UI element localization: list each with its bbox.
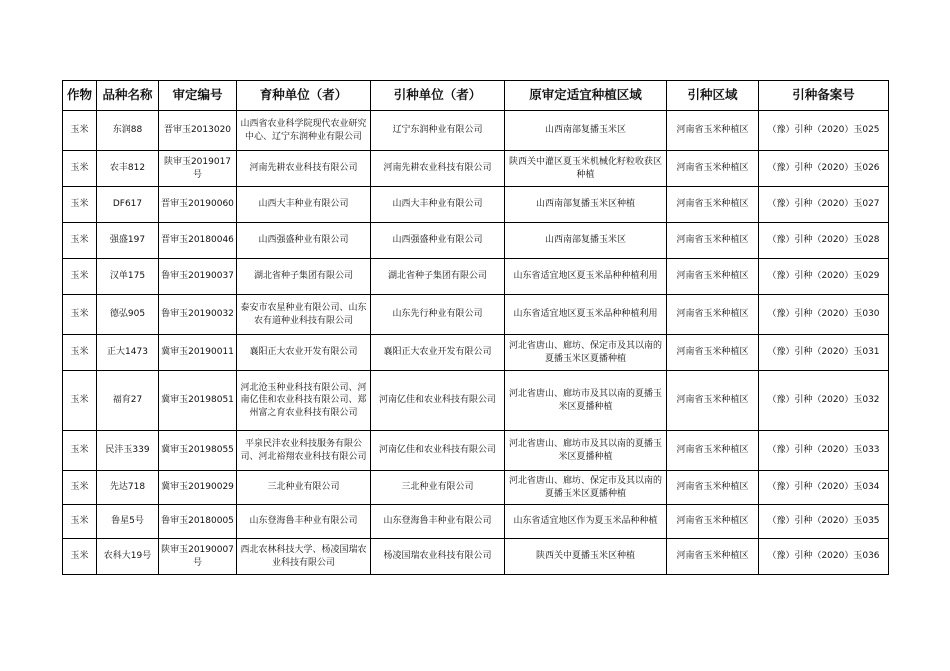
cell-introduction-region: 河南省玉米种植区: [667, 151, 759, 187]
cell-breeding-unit: 湖北省种子集团有限公司: [237, 259, 371, 295]
cell-breeding-unit: 山西强盛种业有限公司: [237, 223, 371, 259]
header-introduction-region: 引种区域: [667, 81, 759, 111]
cell-original-region: 山西南部复播玉米区种植: [505, 187, 667, 223]
document-page: [62, 80, 888, 575]
cell-filing-number: （豫）引种（2020）玉028: [759, 223, 889, 259]
cell-introducing-unit: 襄阳正大农业开发有限公司: [371, 335, 505, 371]
cell-crop: 玉米: [63, 295, 97, 335]
header-filing-number: 引种备案号: [759, 81, 889, 111]
cell-approval-number: 晋审玉2013020: [159, 111, 237, 151]
cell-breeding-unit: 山西省农业科学院现代农业研究中心、辽宁东润种业有限公司: [237, 111, 371, 151]
cell-approval-number: 冀审玉20198051: [159, 371, 237, 431]
cell-breeding-unit: 三北种业有限公司: [237, 471, 371, 505]
cell-introducing-unit: 杨凌国瑞农业科技有限公司: [371, 539, 505, 575]
cell-introducing-unit: 湖北省种子集团有限公司: [371, 259, 505, 295]
cell-introduction-region: 河南省玉米种植区: [667, 335, 759, 371]
cell-breeding-unit: 河北沧玉种业科技有限公司、河南亿佳和农业科技有限公司、郑州富之育农业科技有限公司: [237, 371, 371, 431]
cell-introduction-region: 河南省玉米种植区: [667, 259, 759, 295]
cell-filing-number: （豫）引种（2020）玉033: [759, 431, 889, 471]
cell-original-region: 河北省唐山、廊坊市及其以南的夏播玉米区夏播种植: [505, 371, 667, 431]
cell-filing-number: （豫）引种（2020）玉035: [759, 505, 889, 539]
table-header-row: [63, 81, 889, 111]
cell-crop: 玉米: [63, 335, 97, 371]
table-row: [63, 471, 889, 505]
cell-variety-name: 先达718: [97, 471, 159, 505]
cell-filing-number: （豫）引种（2020）玉026: [759, 151, 889, 187]
table-row: [63, 151, 889, 187]
cell-approval-number: 鲁审玉20180005: [159, 505, 237, 539]
cell-filing-number: （豫）引种（2020）玉025: [759, 111, 889, 151]
cell-variety-name: 正大1473: [97, 335, 159, 371]
cell-approval-number: 冀审玉20190029: [159, 471, 237, 505]
cell-introducing-unit: 山西强盛种业有限公司: [371, 223, 505, 259]
cell-breeding-unit: 平泉民沣农业科技服务有限公司、河北裕翔农业科技有限公司: [237, 431, 371, 471]
cell-original-region: 河北省唐山、廊坊、保定市及其以南的夏播玉米区夏播种植: [505, 335, 667, 371]
cell-variety-name: 东润88: [97, 111, 159, 151]
cell-variety-name: 德弘905: [97, 295, 159, 335]
cell-variety-name: 强盛197: [97, 223, 159, 259]
cell-introducing-unit: 河南亿佳和农业科技有限公司: [371, 371, 505, 431]
table-row: [63, 539, 889, 575]
cell-original-region: 山东省适宜地区夏玉米品种种植利用: [505, 259, 667, 295]
header-introducing-unit: 引种单位（者）: [371, 81, 505, 111]
cell-variety-name: 农科大19号: [97, 539, 159, 575]
cell-variety-name: 福育27: [97, 371, 159, 431]
cell-crop: 玉米: [63, 431, 97, 471]
cell-crop: 玉米: [63, 371, 97, 431]
header-breeding-unit: 育种单位（者）: [237, 81, 371, 111]
table-row: [63, 431, 889, 471]
cell-introducing-unit: 三北种业有限公司: [371, 471, 505, 505]
cell-introduction-region: 河南省玉米种植区: [667, 505, 759, 539]
cell-filing-number: （豫）引种（2020）玉032: [759, 371, 889, 431]
cell-filing-number: （豫）引种（2020）玉027: [759, 187, 889, 223]
cell-original-region: 山东省适宜地区夏玉米品种种植利用: [505, 295, 667, 335]
table-row: [63, 505, 889, 539]
cell-original-region: 河北省唐山、廊坊、保定市及其以南的夏播玉米区夏播种植: [505, 471, 667, 505]
cell-approval-number: 陕审玉20190007号: [159, 539, 237, 575]
cell-introduction-region: 河南省玉米种植区: [667, 295, 759, 335]
cell-breeding-unit: 西北农林科技大学、杨凌国瑞农业科技有限公司: [237, 539, 371, 575]
header-approval-number: 审定编号: [159, 81, 237, 111]
cell-breeding-unit: 山西大丰种业有限公司: [237, 187, 371, 223]
header-crop: 作物: [63, 81, 97, 111]
cell-introduction-region: 河南省玉米种植区: [667, 371, 759, 431]
table-row: [63, 111, 889, 151]
cell-introduction-region: 河南省玉米种植区: [667, 471, 759, 505]
cell-breeding-unit: 河南先耕农业科技有限公司: [237, 151, 371, 187]
cell-introduction-region: 河南省玉米种植区: [667, 111, 759, 151]
cell-crop: 玉米: [63, 259, 97, 295]
cell-crop: 玉米: [63, 505, 97, 539]
cell-introduction-region: 河南省玉米种植区: [667, 223, 759, 259]
header-original-region: 原审定适宜种植区域: [505, 81, 667, 111]
cell-filing-number: （豫）引种（2020）玉031: [759, 335, 889, 371]
table-row: [63, 223, 889, 259]
table-row: [63, 335, 889, 371]
cell-approval-number: 冀审玉20198055: [159, 431, 237, 471]
cell-original-region: 山东省适宜地区作为夏玉米品种种植: [505, 505, 667, 539]
cell-filing-number: （豫）引种（2020）玉030: [759, 295, 889, 335]
cell-original-region: 河北省唐山、廊坊市及其以南的夏播玉米区夏播种植: [505, 431, 667, 471]
cell-original-region: 陕西关中灌区夏玉米机械化籽粒收获区种植: [505, 151, 667, 187]
cell-filing-number: （豫）引种（2020）玉029: [759, 259, 889, 295]
table-row: [63, 371, 889, 431]
cell-approval-number: 晋审玉20190060: [159, 187, 237, 223]
table-row: [63, 295, 889, 335]
cell-variety-name: 民沣玉339: [97, 431, 159, 471]
cell-breeding-unit: 山东登海鲁丰种业有限公司: [237, 505, 371, 539]
cell-variety-name: DF617: [97, 187, 159, 223]
cell-crop: 玉米: [63, 223, 97, 259]
cell-crop: 玉米: [63, 471, 97, 505]
header-variety-name: 品种名称: [97, 81, 159, 111]
cell-filing-number: （豫）引种（2020）玉034: [759, 471, 889, 505]
table-row: [63, 187, 889, 223]
cell-introducing-unit: 辽宁东润种业有限公司: [371, 111, 505, 151]
cell-crop: 玉米: [63, 187, 97, 223]
cell-approval-number: 陕审玉2019017号: [159, 151, 237, 187]
cell-breeding-unit: 襄阳正大农业开发有限公司: [237, 335, 371, 371]
cell-crop: 玉米: [63, 539, 97, 575]
cell-introduction-region: 河南省玉米种植区: [667, 539, 759, 575]
variety-filing-table: [62, 80, 889, 575]
cell-original-region: 山西南部复播玉米区: [505, 111, 667, 151]
cell-original-region: 陕西关中夏播玉米区种植: [505, 539, 667, 575]
cell-introducing-unit: 河南先耕农业科技有限公司: [371, 151, 505, 187]
cell-filing-number: （豫）引种（2020）玉036: [759, 539, 889, 575]
cell-crop: 玉米: [63, 111, 97, 151]
cell-approval-number: 晋审玉20180046: [159, 223, 237, 259]
table-row: [63, 259, 889, 295]
cell-approval-number: 鲁审玉20190037: [159, 259, 237, 295]
cell-variety-name: 鲁星5号: [97, 505, 159, 539]
cell-introduction-region: 河南省玉米种植区: [667, 187, 759, 223]
cell-variety-name: 农丰812: [97, 151, 159, 187]
cell-approval-number: 鲁审玉20190032: [159, 295, 237, 335]
cell-introducing-unit: 河南亿佳和农业科技有限公司: [371, 431, 505, 471]
cell-introducing-unit: 山东先行种业有限公司: [371, 295, 505, 335]
cell-introducing-unit: 山东登海鲁丰种业有限公司: [371, 505, 505, 539]
cell-original-region: 山西南部复播玉米区: [505, 223, 667, 259]
cell-breeding-unit: 泰安市农星种业有限公司、山东农有道种业科技有限公司: [237, 295, 371, 335]
cell-variety-name: 汉单175: [97, 259, 159, 295]
cell-crop: 玉米: [63, 151, 97, 187]
cell-introducing-unit: 山西大丰种业有限公司: [371, 187, 505, 223]
cell-introduction-region: 河南省玉米种植区: [667, 431, 759, 471]
cell-approval-number: 冀审玉20190011: [159, 335, 237, 371]
